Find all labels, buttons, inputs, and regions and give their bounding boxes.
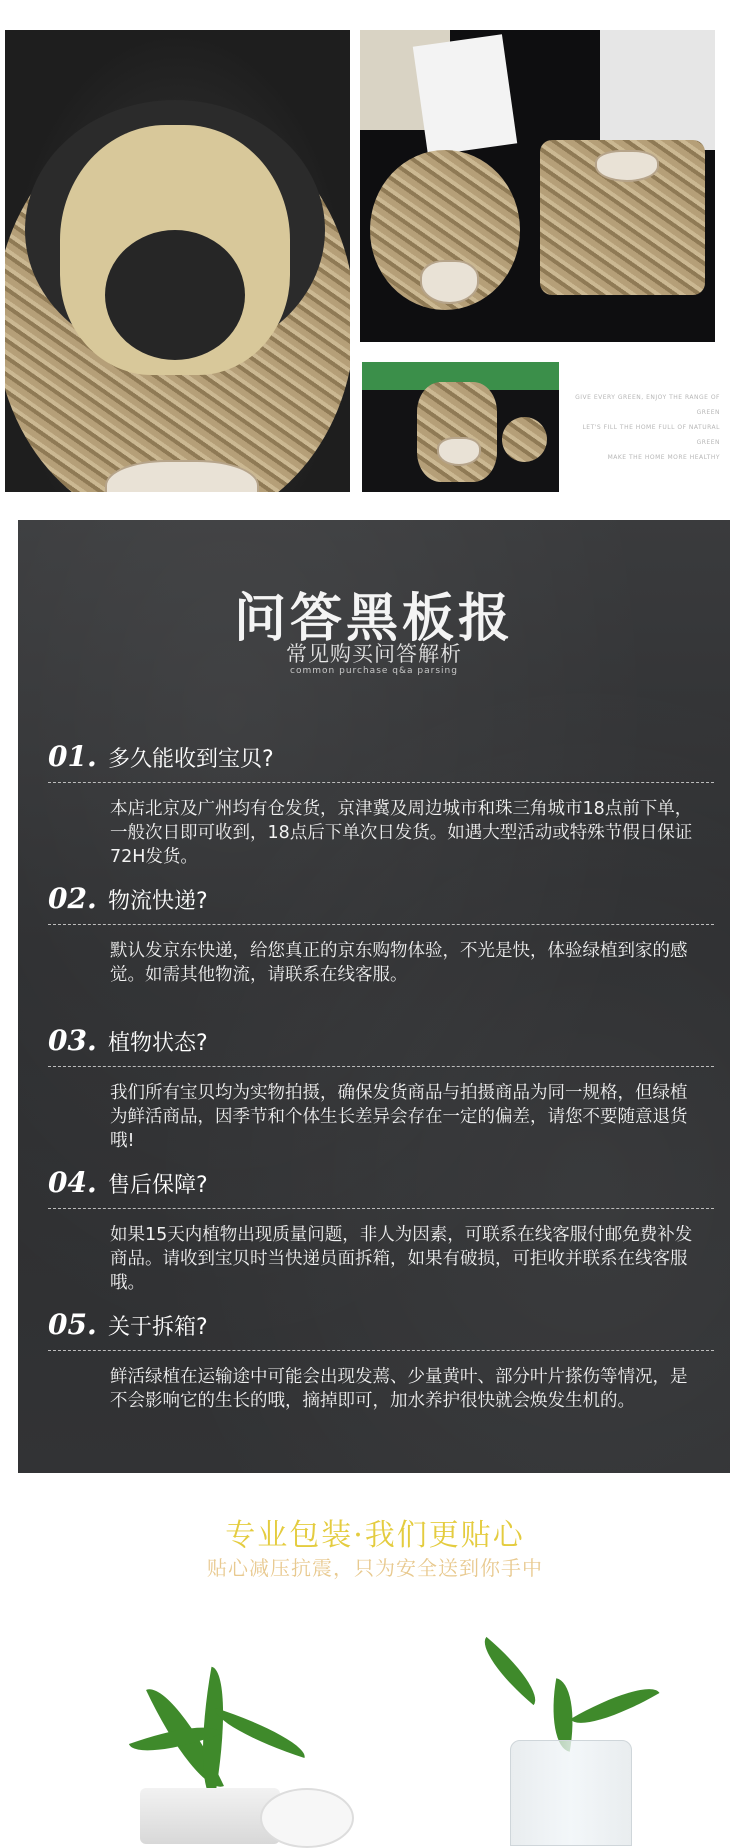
board-title: 问答黑板报 xyxy=(233,588,514,649)
bubble-wrap-sleeve xyxy=(510,1740,632,1846)
heart-tag-decoration xyxy=(105,460,259,492)
dashed-divider xyxy=(48,1208,714,1209)
spider-plant-photo xyxy=(60,1668,360,1844)
small-basket-photo xyxy=(362,362,559,492)
leaf xyxy=(472,1637,547,1705)
basket-sponge-photo xyxy=(5,30,350,492)
qa-number: 03. xyxy=(48,1024,97,1057)
qa-answer: 鲜活绿植在运输途中可能会出现发蔫、少量黄叶、部分叶片搽伤等情况，是不会影响它的生长的哦，摘掉即可，加水养护很快就会焕发生机的。 xyxy=(110,1367,688,1411)
qa-question: 植物状态? xyxy=(108,1031,208,1056)
leaf xyxy=(571,1674,660,1738)
qa-question: 多久能收到宝贝? xyxy=(108,747,274,772)
heart-tag-decoration xyxy=(420,260,479,304)
book-cover xyxy=(413,34,517,155)
rattan-ball xyxy=(502,417,547,462)
packaging-title: 专业包装·我们更贴心 xyxy=(225,1518,525,1553)
slogan-line: LET'S FILL THE HOME FULL OF NATURAL GREEN xyxy=(582,424,720,446)
qa-item xyxy=(48,1308,714,1413)
heart-tag-decoration xyxy=(595,150,659,182)
dashed-divider xyxy=(48,1066,714,1067)
board-subtitle-en: common purchase q&a parsing xyxy=(290,666,458,676)
dashed-divider xyxy=(48,782,714,783)
heart-tag-decoration xyxy=(437,437,481,466)
qa-item xyxy=(48,1024,714,1153)
slogan-line: GIVE EVERY GREEN, ENJOY THE RANGE OF GREEN xyxy=(575,394,720,416)
picture-frame xyxy=(600,30,715,150)
qa-question: 物流快递? xyxy=(108,889,208,914)
small-basket xyxy=(417,382,497,482)
qa-item xyxy=(48,1166,714,1295)
qa-question: 关于拆箱? xyxy=(108,1315,208,1340)
board-subtitle: 常见购买问答解析 xyxy=(286,642,462,666)
packaging-subtitle: 贴心减压抗震，只为安全送到你手中 xyxy=(207,1556,543,1580)
orchid-plant-photo xyxy=(450,1660,680,1844)
dashed-divider xyxy=(48,924,714,925)
qa-number: 04. xyxy=(48,1166,97,1199)
qa-item xyxy=(48,740,714,869)
qa-chalkboard xyxy=(18,520,730,1473)
qa-number: 01. xyxy=(48,740,97,773)
qa-number: 02. xyxy=(48,882,97,915)
qa-answer: 我们所有宝贝均为实物拍摄，确保发货商品与拍摄商品为同一规格，但绿植为鲜活商品，因季节和个体生长差异会存在一定的偏差，请您不要随意退货哦! xyxy=(110,1083,688,1151)
green-slogan-text xyxy=(560,390,720,465)
qa-item xyxy=(48,882,714,987)
qa-answer: 本店北京及广州均有仓发货，京津冀及周边城市和珠三角城市18点前下单，一般次日即可收到，18点后下单次日发货。如遇大型活动或特殊节假日保证72H发货。 xyxy=(110,799,693,867)
wrapped-pot xyxy=(140,1788,280,1844)
slogan-line: MAKE THE HOME MORE HEALTHY xyxy=(607,454,720,461)
sponge-hole xyxy=(105,230,245,360)
qa-number: 05. xyxy=(48,1308,97,1341)
qa-question: 售后保障? xyxy=(108,1173,208,1198)
qa-answer: 如果15天内植物出现质量问题，非人为因素，可联系在线客服付邮免费补发商品。请收到宝贝时当快递员面拆箱，如果有破损，可拒收并联系在线客服哦。 xyxy=(110,1225,693,1293)
tape-roll xyxy=(260,1788,354,1848)
leaf xyxy=(209,1708,310,1758)
two-baskets-photo xyxy=(360,30,715,342)
dashed-divider xyxy=(48,1350,714,1351)
qa-answer: 默认发京东快递，给您真正的京东购物体验，不光是快，体验绿植到家的感觉。如需其他物流，请联系在线客服。 xyxy=(110,941,688,985)
